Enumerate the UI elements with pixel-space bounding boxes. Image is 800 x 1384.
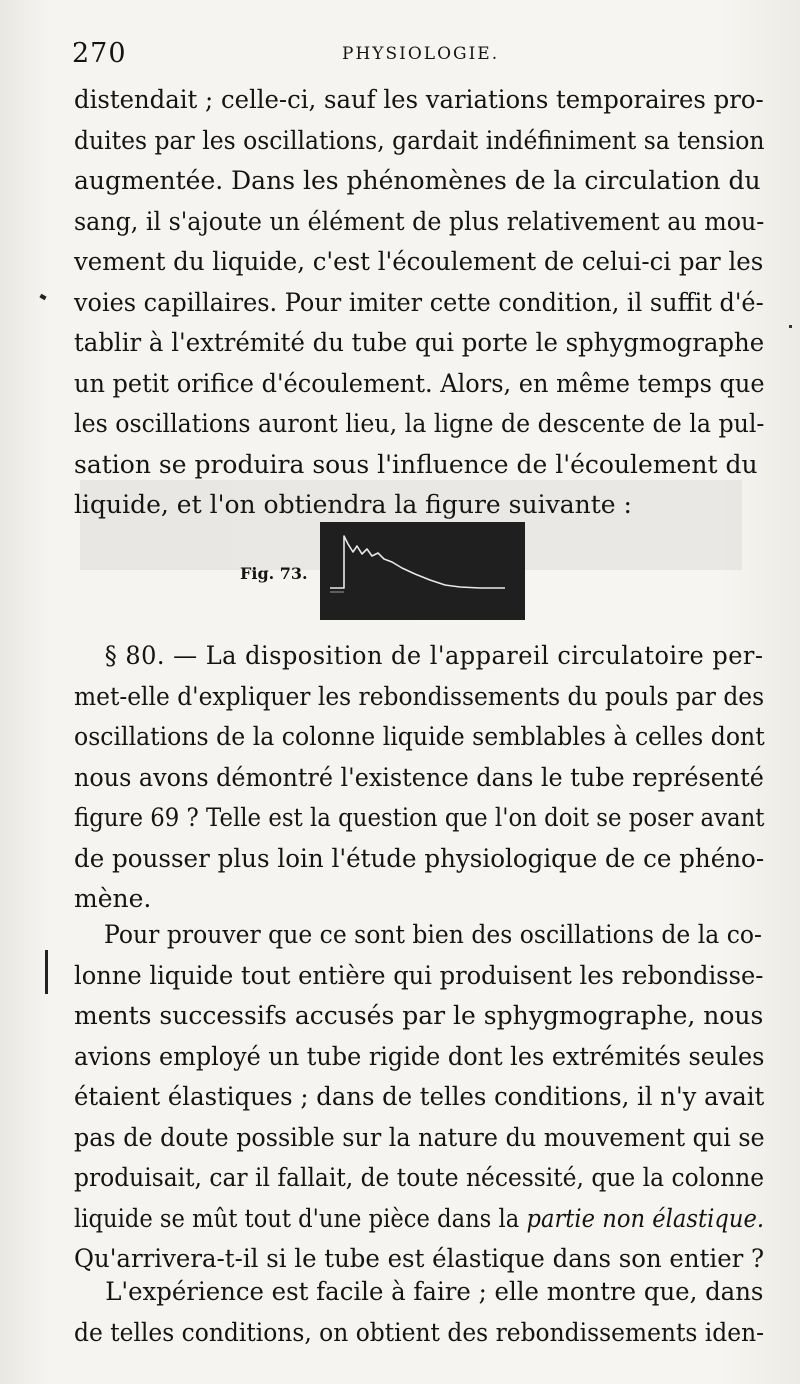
text-line: ments successifs accusés par le sphygmographe, nous [74,1001,764,1030]
text-line: distendait ; celle-ci, sauf les variations temporaires pro- [74,85,764,114]
text-line: augmentée. Dans les phénomènes de la circulation du [74,166,761,195]
text-line: lonne liquide tout entière qui produisent les rebondisse- [74,960,764,990]
text-line-with-italic [74,1199,765,1240]
page-number: 270 [72,38,127,69]
text-line: sation se produira sous l'influence de l'écoulement du [74,449,758,479]
margin-annotation-bar [45,950,48,994]
running-head: PHYSIOLOGIE. [342,44,500,64]
text-line: oscillations de la colonne liquide semblables à celles dont [74,722,765,751]
text-segment: liquide se mût tout d'une pièce dans la [74,1203,520,1233]
paragraph-4 [74,1272,764,1353]
margin-mark [39,294,46,300]
figure-73 [240,522,540,622]
text-line: produisait, car il fallait, de toute nécessité, que la colonne [74,1163,765,1192]
italic-phrase: partie non élastique. [526,1203,765,1233]
text-line: sang, il s'ajoute un élément de plus relativement au mou- [74,206,765,236]
text-line: voies capillaires. Pour imiter cette condition, il suffit d'é- [74,287,764,317]
text-line: tablir à l'extrémité du tube qui porte le sphygmographe [74,328,765,357]
text-line: met-elle d'expliquer les rebondissements du pouls par des [74,681,765,711]
text-line: Qu'arrivera-t-il si le tube est élastique dans son entier ? [74,1244,765,1273]
text-line: duites par les oscillations, gardait indéfiniment sa tension [74,125,765,155]
text-line: figure 69 ? Telle est la question que l'on doit se poser avant [74,803,765,832]
text-line: les oscillations auront lieu, la ligne de descente de la pul- [74,409,765,438]
text-line: de pousser plus loin l'étude physiologique de ce phéno- [74,843,765,873]
text-line: vement du liquide, c'est l'écoulement de celui-ci par les [74,247,764,276]
pulse-trace-line [330,536,505,588]
paragraph-1 [74,80,764,526]
pulse-trace-svg [320,522,525,620]
section-heading-line: § 80. — La disposition de l'appareil circulatoire per- [104,641,764,670]
paragraph-2 [74,636,764,920]
text-line: nous avons démontré l'existence dans le tube représenté [74,762,764,792]
text-line: avions employé un tube rigide dont les extrémités seules [74,1041,765,1071]
text-line: pas de doute possible sur la nature du mouvement qui se [74,1122,765,1152]
text-line: L'expérience est facile à faire ; elle montre que, dans [105,1277,764,1306]
figure-label: Fig. 73. [240,564,308,583]
text-line: mène. [74,884,152,913]
text-line: un petit orifice d'écoulement. Alors, en même temps que [74,368,765,398]
sphygmograph-trace [320,522,525,620]
text-line: liquide, et l'on obtiendra la figure suivante : [74,490,632,519]
text-line: de telles conditions, on obtient des rebondissements iden- [74,1317,765,1347]
paragraph-3 [74,915,764,1280]
text-line: Pour prouver que ce sont bien des oscillations de la co- [104,920,762,949]
page-header [72,38,760,70]
text-line: étaient élastiques ; dans de telles conditions, il n'y avait [74,1082,765,1111]
margin-speck [789,325,792,328]
